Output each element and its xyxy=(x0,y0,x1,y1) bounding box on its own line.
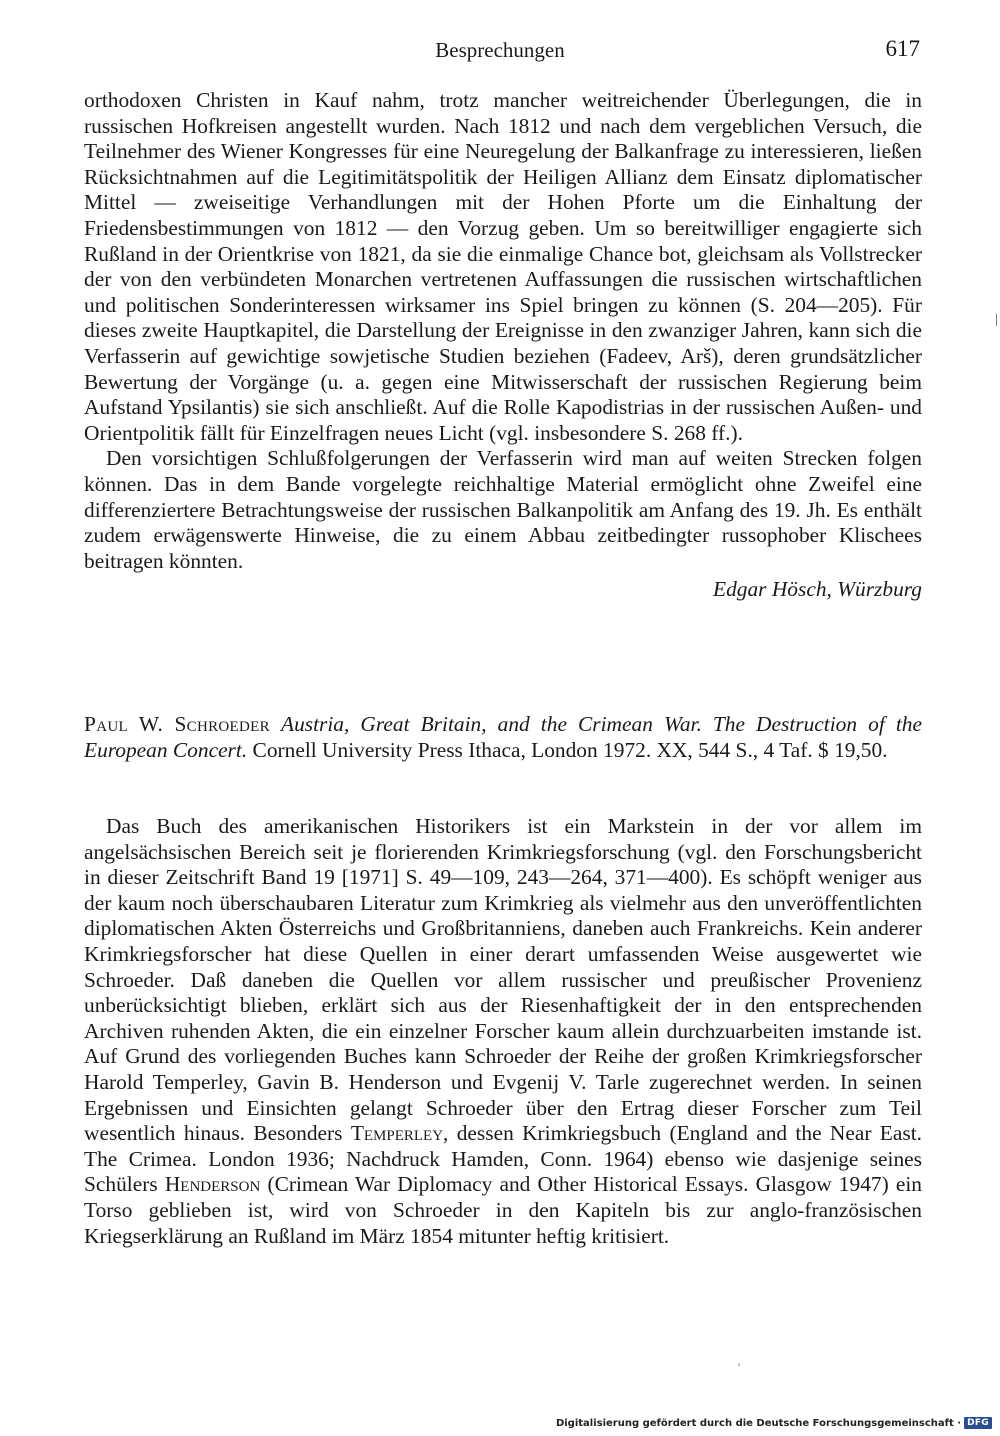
review-paragraph xyxy=(84,814,922,1249)
page-number: 617 xyxy=(885,36,920,61)
review-text: (Crimean War Diplomacy and Other Historical Essays. Glasgow 1947) ein Torso geblieben ist, wird von Schroeder in den Kapiteln bis zur anglo-französischen Kriegserklärung an Rußland im März 1854 mitunter heftig kritisiert. xyxy=(84,1172,923,1248)
review-paragraph: orthodoxen Christen in Kauf nahm, trotz mancher weitreichender Überlegungen, die in russischen Hofkreisen angestellt wurden. Nach 1812 und nach dem vergeblichen Versuch, die Teilnehmer des Wiener Kongresses für eine Neuregelung der Balkanfrage zu interessieren, ließen Rücksichtnahmen auf die Legitimitätspolitik der Heiligen Allianz dem Einsatz diplomatischer Mittel — zweiseitige Verhandlungen mit der Hohen Pforte um die Einhaltung der Friedensbestimmungen von 1812 — den Vorzug geben. Um so bereitwilliger engagierte sich Rußland in der Orientkrise von 1821, da sie die einmalige Chance bot, gleichsam als Vollstrecker der von den verbündeten Monarchen vertretenen Auffassungen die russischen wirtschaftlichen und politischen Sonderinteressen wirksamer ins Spiel bringen zu können (S. 204—205). Für dieses zweite Hauptkapitel, die Darstellung der Ereignisse in den zwanziger Jahren, kann sich die Verfasserin auf gewichtige sowjetische Studien beziehen (Fadeev, Arš), deren grundsätzlicher Bewertung der Vorgänge (u. a. gegen eine Mitwisserschaft der russischen Regierung beim Aufstand Ypsilantis) sie sich anschließt. Auf die Rolle Kapodistrias in der russischen Außen- und Orientpolitik fällt für Einzelfragen neues Licht (vgl. insbesondere S. 268 ff.). xyxy=(84,88,922,445)
book-citation xyxy=(84,712,922,763)
review-text: , dessen Krimkriegsbuch (England and the Near East. The Crimea. London 1936; Nachdruck Hamden, Conn. 1964) ebenso wie dasjenige seines Schülers xyxy=(84,1121,922,1197)
review-paragraph: Den vorsichtigen Schlußfolgerungen der Verfasserin wird man auf weiten Strecken folgen können. Das in dem Bande vorgelegte reichhaltige Material ermöglicht ohne Zweifel eine differenziertere Betrachtungsweise der russischen Balkanpolitik am Anfang des 19. Jh. Es enthält zudem erwägenswerte Hinweise, die zu einem Abbau zeitbedingter russophober Klischees beitragen könnten. xyxy=(84,446,922,573)
reviewer-signature: Edgar Hösch, Würzburg xyxy=(713,577,922,602)
scan-artifact: ' xyxy=(738,1360,741,1374)
cited-name: Henderson xyxy=(164,1172,261,1197)
review-schroeder xyxy=(84,814,922,1249)
running-title: Besprechungen xyxy=(435,38,565,62)
review-hoesch xyxy=(84,88,922,603)
review-text: Das Buch des amerikanischen Historikers ist ein Markstein in der vor allem im angelsächsischen Bereich seit je florierenden Krimkriegsforschung (vgl. den Forschungsbericht in dieser Zeitschrift Band 19 [1971] S. 49—109, 243—264, 371—400). Es schöpft weniger aus der kaum noch überschaubaren Literatur zum Krimkrieg als vielmehr aus den unveröffentlichten diplomatischen Akten Österreichs und Großbritanniens, daneben auch Frankreichs. Kein anderer Krimkriegsforscher hat diese Quellen in einer derart umfassenden Weise ausgewertet wie Schroeder. Daß daneben die Quellen vor allem russischer und preußischer Provenienz unberücksichtigt blieben, erklärt sich aus der Riesenhaftigkeit der in den entsprechenden Archiven ruhenden Akten, die ein einzelner Forscher kaum allein durchzuarbeiten imstande ist. Auf Grund des vorliegenden Buches kann Schroeder der Reihe der großen Krimkriegsforscher Harold Temperley, Gavin B. Henderson und Evgenij V. Tarle zugerechnet werden. In seinen Ergebnissen und Einsichten gelangt Schroeder über den Ertrag dieser Forscher zum Teil wesentlich hinaus. Besonders xyxy=(84,814,922,1146)
book-title: Austria, Great Britain, and the Crimean War. The Destruction of the European Concert. xyxy=(84,712,922,762)
footer-note: Digitalisierung gefördert durch die Deutsche Forschungsgemeinschaft · xyxy=(555,1417,962,1429)
dfg-logo: DFG xyxy=(964,1417,992,1429)
running-head xyxy=(80,36,920,66)
digitization-footer xyxy=(556,1414,992,1432)
book-publication: Cornell University Press Ithaca, London 1972. XX, 544 S., 4 Taf. $ 19,50. xyxy=(252,737,888,762)
cited-name: Temperley xyxy=(350,1121,444,1146)
book-author: Paul W. Schroeder xyxy=(84,712,270,736)
margin-mark: | xyxy=(995,312,998,327)
